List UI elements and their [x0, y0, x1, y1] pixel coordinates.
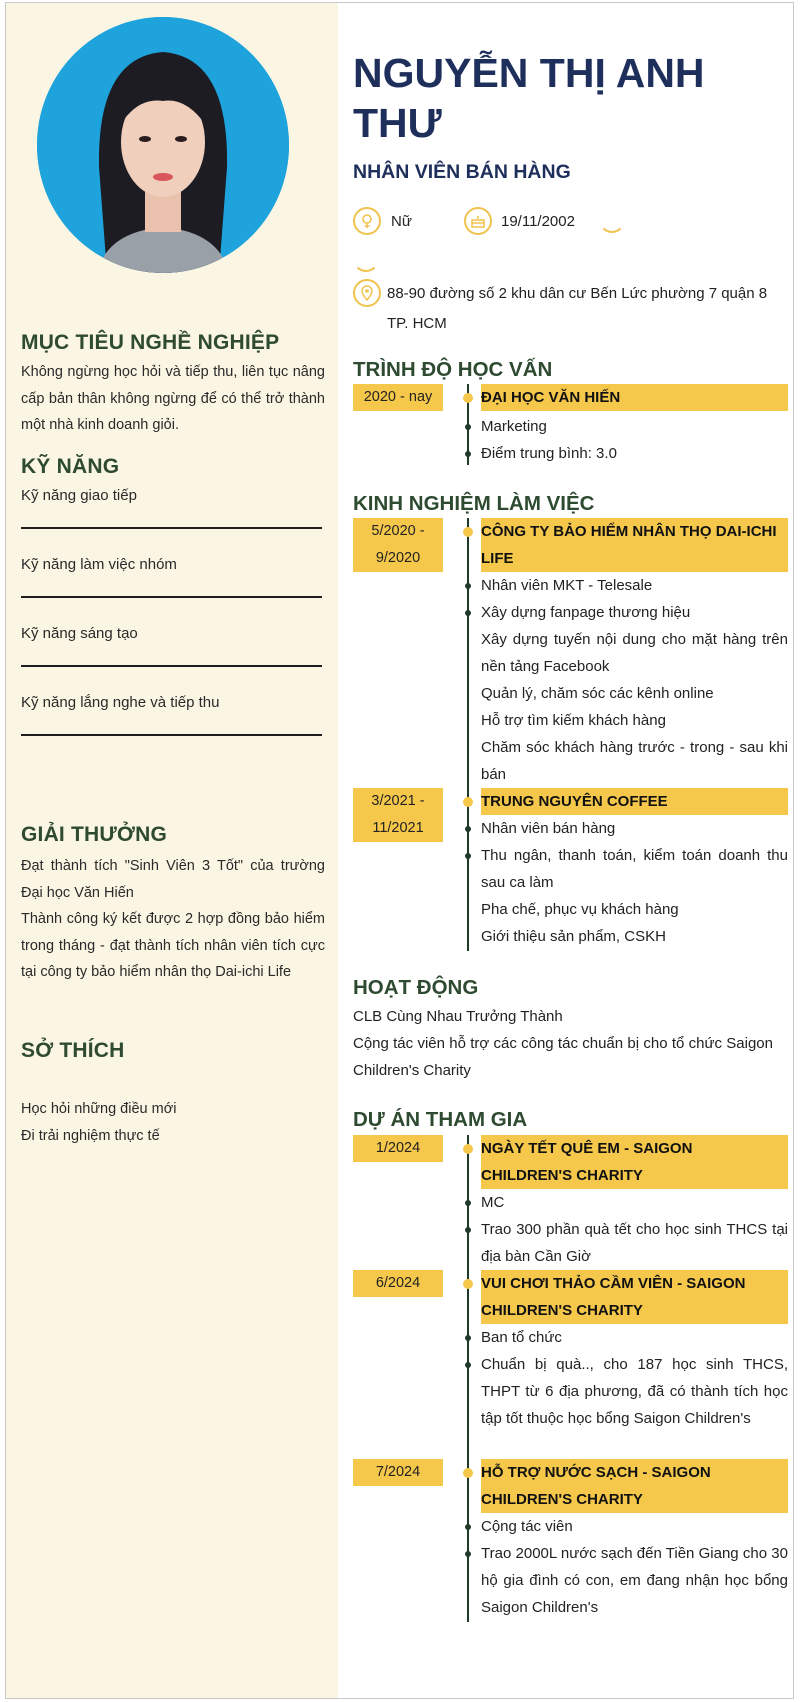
project-detail: MC — [481, 1194, 505, 1211]
decor-arc — [353, 246, 379, 272]
job-title: NHÂN VIÊN BÁN HÀNG — [353, 161, 571, 183]
job-detail: Hỗ trợ tìm kiếm khách hàng — [481, 712, 666, 729]
objective-text: Không ngừng học hỏi và tiếp thu, liên tục nâng cấp bản thân không ngừng để có thể trở thành một nhà kinh doanh giỏi. — [21, 364, 325, 433]
job-detail: Quản lý, chăm sóc các kênh online — [481, 685, 714, 702]
timeline-dot — [463, 393, 473, 403]
timeline-dot — [463, 797, 473, 807]
timeline-dot — [463, 1468, 473, 1478]
location-icon — [353, 279, 381, 307]
education-detail: Marketing — [481, 418, 547, 435]
job-date: 5/2020 - 9/2020 — [353, 518, 443, 572]
timeline-dot — [465, 610, 471, 616]
skills-title: KỸ NĂNG — [21, 455, 120, 478]
skill-item — [21, 625, 322, 642]
skill-bar — [21, 734, 322, 736]
hobbies-title: SỞ THÍCH — [21, 1039, 125, 1062]
awards-text-1: Đạt thành tích "Sinh Viên 3 Tốt" của trường Đại học Văn Hiến — [21, 858, 325, 901]
avatar — [37, 17, 289, 273]
project-detail: Trao 2000L nước sạch đến Tiền Giang cho 30 hộ gia đình có con, em đang nhận học bổng Saigon Children's — [481, 1545, 788, 1616]
skill-item — [21, 487, 322, 504]
skill-label: Kỹ năng làm việc nhóm — [21, 556, 177, 573]
skill-label: Kỹ năng giao tiếp — [21, 487, 137, 504]
skill-bar — [21, 665, 322, 667]
hobby-item: Đi trải nghiệm thực tế — [21, 1128, 160, 1144]
birthday-text: 19/11/2002 — [501, 213, 575, 230]
timeline-dot — [465, 1362, 471, 1368]
objective-title: MỤC TIÊU NGHỀ NGHIỆP — [21, 331, 280, 354]
portrait-image — [37, 17, 289, 273]
job-detail: Giới thiệu sản phẩm, CSKH — [481, 928, 666, 945]
address-text: 88-90 đường số 2 khu dân cư Bến Lức phường 7 quận 8 TP. HCM — [387, 285, 768, 332]
timeline-dot — [465, 853, 471, 859]
activity-text: CLB Cùng Nhau Trưởng Thành — [353, 1008, 563, 1025]
project-name: NGÀY TẾT QUÊ EM - SAIGON CHILDREN'S CHARITY — [481, 1135, 788, 1189]
project-date: 6/2024 — [353, 1270, 443, 1297]
timeline-dot — [463, 1144, 473, 1154]
awards-title: GIẢI THƯỞNG — [21, 823, 168, 846]
skill-item — [21, 556, 322, 573]
skill-label: Kỹ năng sáng tạo — [21, 625, 138, 642]
project-detail: Cộng tác viên — [481, 1518, 573, 1535]
education-title: TRÌNH ĐỘ HỌC VẤN — [353, 358, 553, 381]
project-detail: Trao 300 phần quà tết cho học sinh THCS tại địa bàn Cần Giờ — [481, 1221, 788, 1265]
job-company: TRUNG NGUYÊN COFFEE — [481, 788, 788, 815]
job-detail: Pha chế, phục vụ khách hàng — [481, 901, 679, 918]
decor-arc — [599, 207, 625, 233]
experience-title: KINH NGHIỆM LÀM VIỆC — [353, 492, 595, 515]
timeline-dot — [465, 1227, 471, 1233]
timeline-line — [467, 1135, 469, 1622]
activities-title: HOẠT ĐỘNG — [353, 976, 479, 999]
project-name: HỖ TRỢ NƯỚC SẠCH - SAIGON CHILDREN'S CHARITY — [481, 1459, 788, 1513]
skill-bar — [21, 527, 322, 529]
cake-icon — [464, 207, 492, 235]
job-detail: Nhân viên bán hàng — [481, 820, 616, 837]
job-detail: Nhân viên MKT - Telesale — [481, 577, 653, 594]
timeline-dot — [465, 583, 471, 589]
project-detail: Ban tổ chức — [481, 1329, 562, 1346]
projects-title: DỰ ÁN THAM GIA — [353, 1108, 528, 1131]
main-content — [338, 3, 793, 1698]
job-detail: Chăm sóc khách hàng trước - trong - sau khi bán — [481, 739, 788, 783]
project-name: VUI CHƠI THẢO CẦM VIÊN - SAIGON CHILDREN'S CHARITY — [481, 1270, 788, 1324]
hobby-item: Học hỏi những điều mới — [21, 1101, 177, 1117]
candidate-name: NGUYỄN THỊ ANH THƯ — [353, 50, 705, 146]
project-date: 1/2024 — [353, 1135, 443, 1162]
timeline-dot — [465, 424, 471, 430]
awards-text-2: Thành công ký kết được 2 hợp đồng bảo hiểm trong tháng - đạt thành tích nhân viên tích cực tại công ty bảo hiểm nhân thọ Dai-ichi Life — [21, 911, 325, 980]
education-school: ĐẠI HỌC VĂN HIẾN — [481, 384, 788, 411]
skill-item — [21, 694, 322, 711]
project-date: 7/2024 — [353, 1459, 443, 1486]
job-detail: Xây dựng fanpage thương hiệu — [481, 604, 691, 621]
gender-text: Nữ — [391, 213, 412, 230]
skill-bar — [21, 596, 322, 598]
left-sidebar — [6, 3, 338, 1698]
gender-icon — [353, 207, 381, 235]
job-detail: Xây dựng tuyến nội dung cho mặt hàng trên nền tảng Facebook — [481, 631, 788, 675]
timeline-dot — [465, 451, 471, 457]
timeline-dot — [465, 1335, 471, 1341]
timeline-dot — [465, 826, 471, 832]
timeline-dot — [465, 1200, 471, 1206]
timeline-dot — [463, 1279, 473, 1289]
education-date: 2020 - nay — [353, 384, 443, 411]
cv-page — [5, 2, 794, 1699]
job-detail: Thu ngân, thanh toán, kiểm toán doanh thu sau ca làm — [481, 847, 788, 891]
education-detail: Điểm trung bình: 3.0 — [481, 445, 617, 462]
job-date: 3/2021 - 11/2021 — [353, 788, 443, 842]
timeline-dot — [463, 527, 473, 537]
skill-label: Kỹ năng lắng nghe và tiếp thu — [21, 694, 220, 711]
timeline-dot — [465, 1524, 471, 1530]
activity-text: Cộng tác viên hỗ trợ các công tác chuẩn bị cho tổ chức Saigon Children's Charity — [353, 1035, 773, 1079]
job-company: CÔNG TY BẢO HIỂM NHÂN THỌ DAI-ICHI LIFE — [481, 518, 788, 572]
timeline-dot — [465, 1551, 471, 1557]
project-detail: Chuẩn bị quà.., cho 187 học sinh THCS, THPT từ 6 địa phương, đã có thành tích học tập tốt thuộc học bổng Saigon Children's — [481, 1356, 788, 1427]
